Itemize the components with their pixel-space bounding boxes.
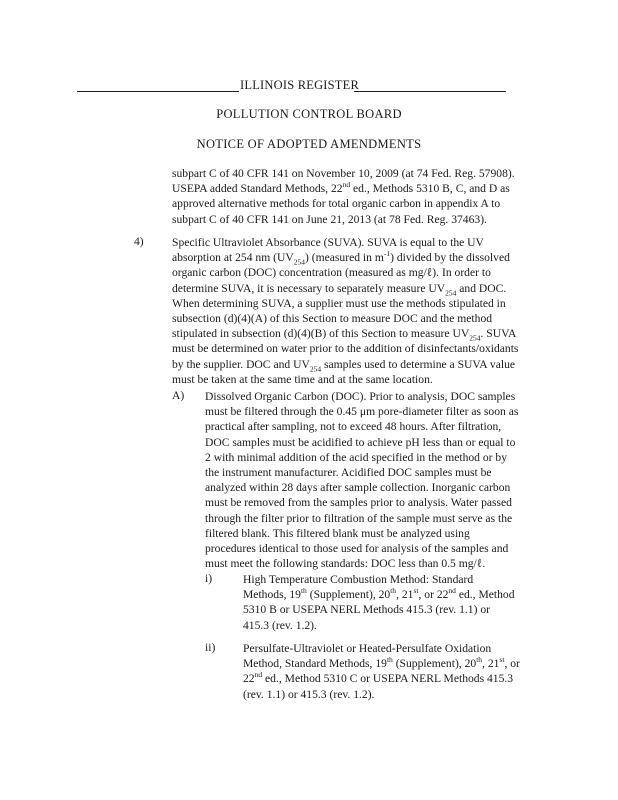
- text-line: Methods, 19th (Supplement), 20th, 21st, or 22nd ed., Method: [243, 586, 515, 602]
- text-line: determine SUVA, it is necessary to separately measure $UV_{254}$ and DOC.: [172, 281, 507, 297]
- notice-title: NOTICE OF ADOPTED AMENDMENTS: [196, 137, 422, 151]
- text-line: 22nd ed., Method 5310 C or USEPA NERL Methods 415.3: [243, 670, 514, 686]
- item-4-paragraph: [172, 235, 542, 387]
- text-line: Method, Standard Methods, 19th (Supplement), 20th, 21st, or: [243, 655, 520, 671]
- text-line: practical after sampling, not to exceed 48 hours. After filtration,: [205, 420, 502, 434]
- text-line: Specific Ultraviolet Absorbance (SUVA). SUVA is equal to the UV: [172, 236, 484, 249]
- item-ii-paragraph: [243, 641, 543, 702]
- text-line: through the filter prior to filtration of the sample must serve as the: [205, 511, 513, 525]
- text-line: must be filtered through the 0.45 μm pore-diameter filter as soon as: [205, 405, 519, 419]
- text-line: filtered blank. This filtered blank must be analyzed using: [205, 526, 470, 540]
- item-i-paragraph: [243, 572, 543, 633]
- text-line: subsection (d)(4)(A) of this Section to measure DOC and the method: [172, 312, 493, 326]
- text-line: approved alternative methods for total organic carbon in appendix A to: [172, 197, 501, 211]
- text-line: Dissolved Organic Carbon (DOC). Prior to analysis, DOC samples: [205, 390, 516, 403]
- text-line: DOC samples must be acidified to achieve pH less than or equal to: [205, 435, 516, 449]
- item-i-number: i): [205, 572, 213, 585]
- item-a-paragraph: [205, 389, 540, 571]
- text-line: procedures identical to those used for analysis of the samples and: [205, 542, 509, 556]
- text-line: When determining SUVA, a supplier must use the methods stipulated in: [172, 296, 506, 310]
- text-line: USEPA added Standard Methods, 22nd ed., Methods 5310 B, C, and D as: [172, 180, 510, 196]
- board-name: POLLUTION CONTROL BOARD: [216, 107, 402, 121]
- text-line: must be determined on water prior to the addition of disinfectants/oxidants: [172, 342, 519, 356]
- text-line: must meet the following standards: DOC less than 0.5 mg/ℓ.: [205, 557, 486, 571]
- item-4-number: 4): [134, 235, 144, 248]
- text-line: must be removed from the samples prior to analysis. Water passed: [205, 496, 512, 510]
- text-line: must be taken at the same time and at the same location.: [172, 372, 433, 386]
- text-line: High Temperature Combustion Method: Standard: [243, 573, 474, 586]
- text-line: 5310 B or USEPA NERL Methods 415.3 (rev. 1.1) or: [243, 603, 491, 617]
- item-ii-number: ii): [205, 641, 216, 654]
- text-line: the instrument manufacturer. Acidified DOC samples must be: [205, 466, 492, 480]
- text-line: analyzed within 28 days after sample collection. Inorganic carbon: [205, 481, 511, 495]
- text-line: 415.3 (rev. 1.2).: [243, 618, 317, 632]
- text-line: subpart C of 40 CFR 141 on June 21, 2013 (at 78 Fed. Reg. 37463).: [172, 212, 487, 226]
- continuation-paragraph: [172, 166, 532, 227]
- text-line: Persulfate-Ultraviolet or Heated-Persulfate Oxidation: [243, 642, 492, 655]
- text-line: by the supplier. DOC and $UV_{254}$ samples used to determine a SUVA value: [172, 357, 516, 373]
- header-rule-left: [77, 91, 239, 92]
- text-line: organic carbon (DOC) concentration (measured as mg/ℓ). In order to: [172, 266, 491, 280]
- item-a-number: A): [172, 389, 185, 402]
- text-line: 2 with minimal addition of the acid specified in the method or by: [205, 450, 508, 464]
- text-line: (rev. 1.1) or 415.3 (rev. 1.2).: [243, 687, 375, 701]
- text-line: subpart C of 40 CFR 141 on November 10, 2009 (at 74 Fed. Reg. 57908).: [172, 167, 515, 180]
- header-rule-right: [354, 91, 506, 92]
- register-title: ILLINOIS REGISTER: [240, 78, 360, 92]
- text-line: stipulated in subsection (d)(4)(B) of this Section to measure $UV_{254}$. SUVA: [172, 327, 517, 343]
- text-line: absorption at 254 nm $(UV_{254})$ (measured in $m^{-1}$) divided by the dissolved: [172, 249, 510, 267]
